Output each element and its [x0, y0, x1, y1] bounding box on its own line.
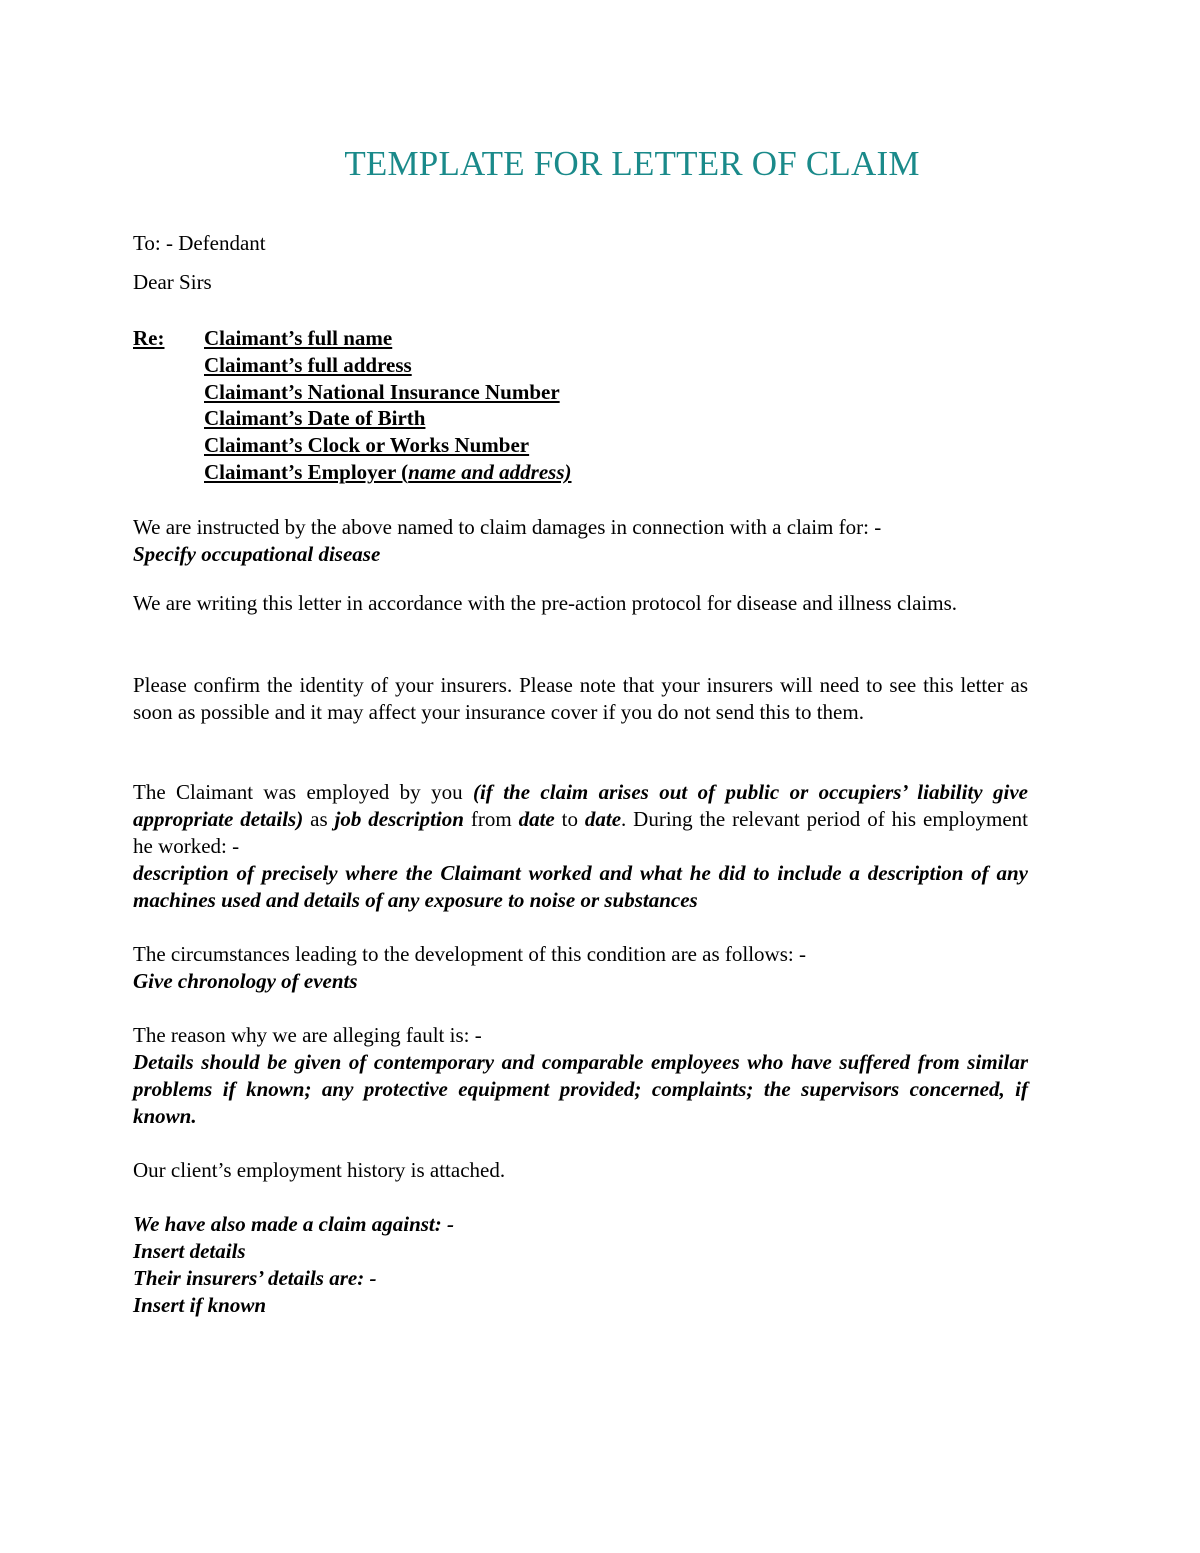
re-item: Claimant’s full name	[204, 326, 393, 350]
placeholder-text: We have also made a claim against: -	[133, 1212, 454, 1236]
placeholder-text: Details should be given of contemporary and comparable employees who have suffered from similar problems if known; any protective equipment provided; complaints; the supervisors concerned, if known.	[133, 1050, 1028, 1128]
paragraph-fault	[133, 1022, 1028, 1130]
paragraph-text: The circumstances leading to the development of this condition are as follows: -	[133, 942, 806, 966]
paragraph-history: Our client’s employment history is attached.	[133, 1158, 506, 1182]
re-item: Claimant’s Date of Birth	[204, 406, 426, 431]
re-item: Claimant’s full address	[204, 352, 412, 377]
paragraph-circumstances	[133, 941, 1028, 995]
placeholder-text: Their insurers’ details are: -	[133, 1266, 377, 1290]
placeholder-text: Insert if known	[133, 1293, 267, 1317]
salutation: Dear Sirs	[133, 270, 212, 294]
paragraph-insurers: Please confirm the identity of your insurers. Please note that your insurers will need to see this letter as soon as possible and it may affect your insurance cover if you do not send this to them.	[133, 673, 1028, 724]
to-line: To: - Defendant	[133, 231, 266, 255]
paragraph-text: The reason why we are alleging fault is: -	[133, 1023, 482, 1047]
re-item: Claimant’s National Insurance Number	[204, 379, 560, 404]
placeholder-text: Insert details	[133, 1239, 246, 1263]
re-item-employer: Claimant’s Employer (name and address)	[204, 459, 572, 484]
document-title: TEMPLATE FOR LETTER OF CLAIM	[344, 144, 920, 183]
paragraph-text: We are instructed by the above named to claim damages in connection with a claim for: -	[133, 515, 882, 539]
paragraph-text: The Claimant was employed by you (if the claim arises out of public or occupiers’ liability give appropriate details) as job description from date to date. During the relevant period of his employment he worked: -	[133, 780, 1028, 858]
re-item: Claimant’s Clock or Works Number	[204, 433, 530, 458]
paragraph-claim-for	[133, 514, 1028, 568]
placeholder-text: Specify occupational disease	[133, 542, 381, 566]
placeholder-text: Give chronology of events	[133, 969, 358, 993]
re-label: Re:	[133, 326, 165, 350]
paragraph-protocol: We are writing this letter in accordance with the pre-action protocol for disease and illness claims.	[133, 591, 958, 615]
paragraph-other-claims	[133, 1211, 1028, 1319]
placeholder-text: description of precisely where the Claimant worked and what he did to include a description of any machines used and details of any exposure to noise or substances	[133, 861, 1028, 912]
paragraph-employment	[133, 779, 1028, 914]
re-list	[204, 325, 572, 486]
